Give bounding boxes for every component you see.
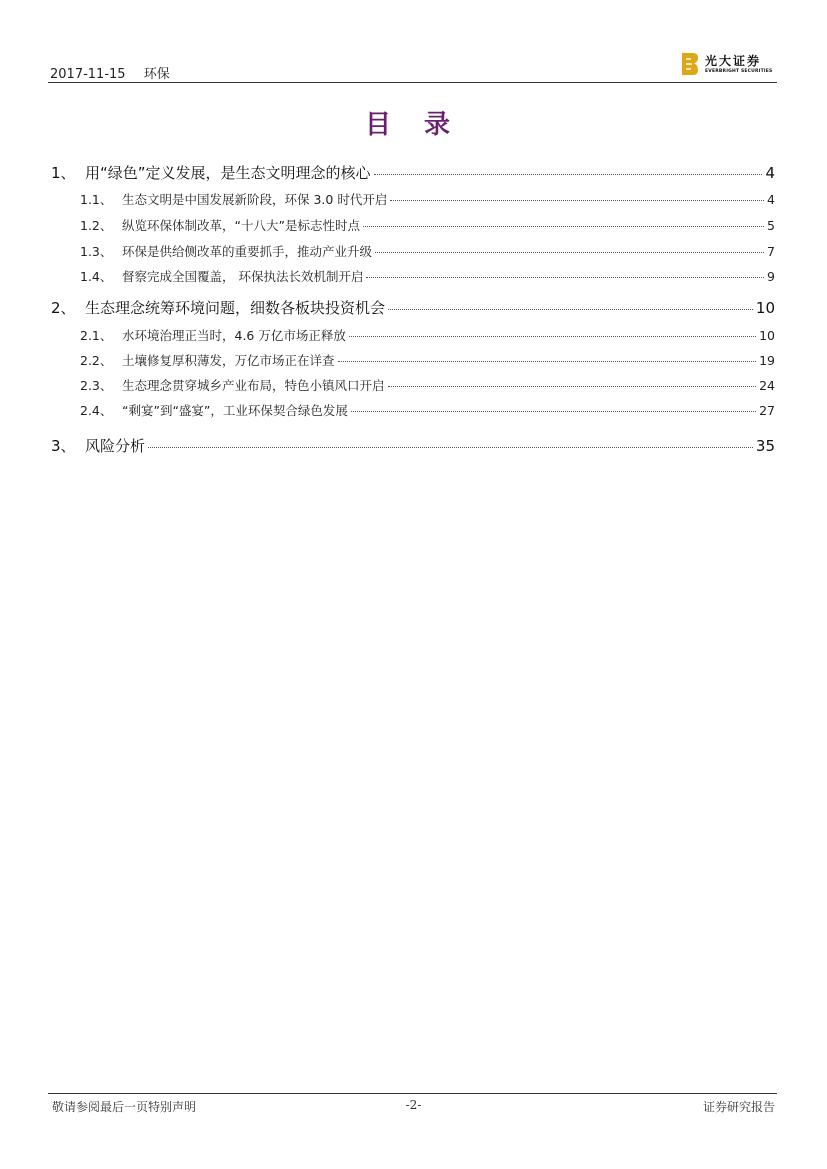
toc-entry-page: 27	[759, 403, 775, 418]
toc-dot-leader	[375, 251, 764, 253]
logo-chinese-name: 光大证券	[705, 54, 762, 68]
toc-entry-page: 4	[765, 164, 775, 182]
toc-dot-leader	[363, 225, 764, 227]
toc-entry-number: 1.1、	[80, 192, 113, 207]
toc-entry[interactable]	[51, 162, 775, 183]
toc-dot-leader	[388, 385, 757, 387]
report-industry: 环保	[143, 67, 170, 82]
page-number: -2-	[405, 1098, 422, 1112]
toc-entry-title: 风险分析	[85, 437, 146, 455]
toc-entry[interactable]	[51, 435, 775, 456]
toc-entry-page: 4	[767, 192, 775, 207]
toc-entry-page: 35	[755, 437, 775, 455]
toc-dot-leader	[390, 199, 764, 201]
toc-entry-page: 24	[759, 378, 775, 393]
everbright-logo-icon	[681, 52, 699, 76]
footer-disclaimer: 敬请参阅最后一页特别声明	[52, 1100, 197, 1114]
footer-rule	[48, 1093, 777, 1094]
toc-entry-page: 7	[767, 244, 775, 259]
toc-entry-title: 生态理念贯穿城乡产业布局，特色小镇风口开启	[122, 378, 385, 393]
toc-entry-number: 1.4、	[80, 269, 113, 284]
toc-dot-leader	[148, 446, 753, 448]
toc-dot-leader	[374, 173, 763, 175]
toc-dot-leader	[351, 410, 756, 412]
toc-entry-title: “剩宴”到“盛宴”，工业环保契合绿色发展	[122, 403, 348, 418]
toc-dot-leader	[388, 308, 753, 310]
toc-entry-title: 环保是供给侧改革的重要抓手，推动产业升级	[122, 244, 373, 259]
toc-entry-number: 3、	[51, 437, 76, 455]
toc-entry-title: 土壤修复厚积薄发，万亿市场正在详查	[122, 353, 335, 368]
toc-title: 目 录	[364, 110, 463, 140]
toc-entry-number: 2.4、	[80, 403, 113, 418]
report-date: 2017-11-15	[50, 67, 126, 82]
toc-entry-number: 1.3、	[80, 244, 113, 259]
header-meta	[50, 63, 184, 82]
toc-entry[interactable]	[80, 326, 775, 344]
toc-entry-number: 1.2、	[80, 218, 113, 233]
toc-entry[interactable]	[80, 376, 775, 394]
toc-entry-title: 水环境治理正当时，4.6 万亿市场正释放	[122, 328, 346, 343]
toc-entry[interactable]	[80, 242, 775, 260]
toc-entry[interactable]	[80, 267, 775, 285]
toc-entry-page: 10	[755, 299, 775, 317]
toc-entry[interactable]	[80, 216, 775, 234]
toc-entry-page: 19	[759, 353, 775, 368]
toc-entry-number: 1、	[51, 164, 76, 182]
page-header	[48, 48, 777, 83]
logo-english-name: EVERBRIGHT SECURITIES	[705, 69, 773, 74]
toc-entry-title: 生态文明是中国发展新阶段，环保 3.0 时代开启	[122, 192, 388, 207]
toc-entry-page: 9	[767, 269, 775, 284]
footer-report-type: 证券研究报告	[702, 1100, 775, 1114]
toc-dot-leader	[366, 276, 764, 278]
toc-entry-title: 督察完成全国覆盖， 环保执法长效机制开启	[122, 269, 364, 284]
toc-entry-number: 2、	[51, 299, 76, 317]
toc-entry-number: 2.2、	[80, 353, 113, 368]
toc-entry-number: 2.1、	[80, 328, 113, 343]
everbright-logo	[681, 52, 773, 78]
toc-dot-leader	[338, 360, 757, 362]
toc-entry-title: 纵览环保体制改革，“十八大”是标志性时点	[122, 218, 360, 233]
toc-entry-title: 生态理念统筹环境问题，细数各板块投资机会	[85, 299, 386, 317]
toc-entry-page: 5	[767, 218, 775, 233]
toc-entry[interactable]	[80, 401, 775, 419]
toc-dot-leader	[349, 335, 756, 337]
toc-entry[interactable]	[80, 190, 775, 208]
toc-entry[interactable]	[80, 351, 775, 369]
toc-entry[interactable]	[51, 297, 775, 318]
toc-entry-title: 用“绿色”定义发展，是生态文明理念的核心	[85, 164, 371, 182]
toc-entry-number: 2.3、	[80, 378, 113, 393]
toc-entry-page: 10	[759, 328, 775, 343]
